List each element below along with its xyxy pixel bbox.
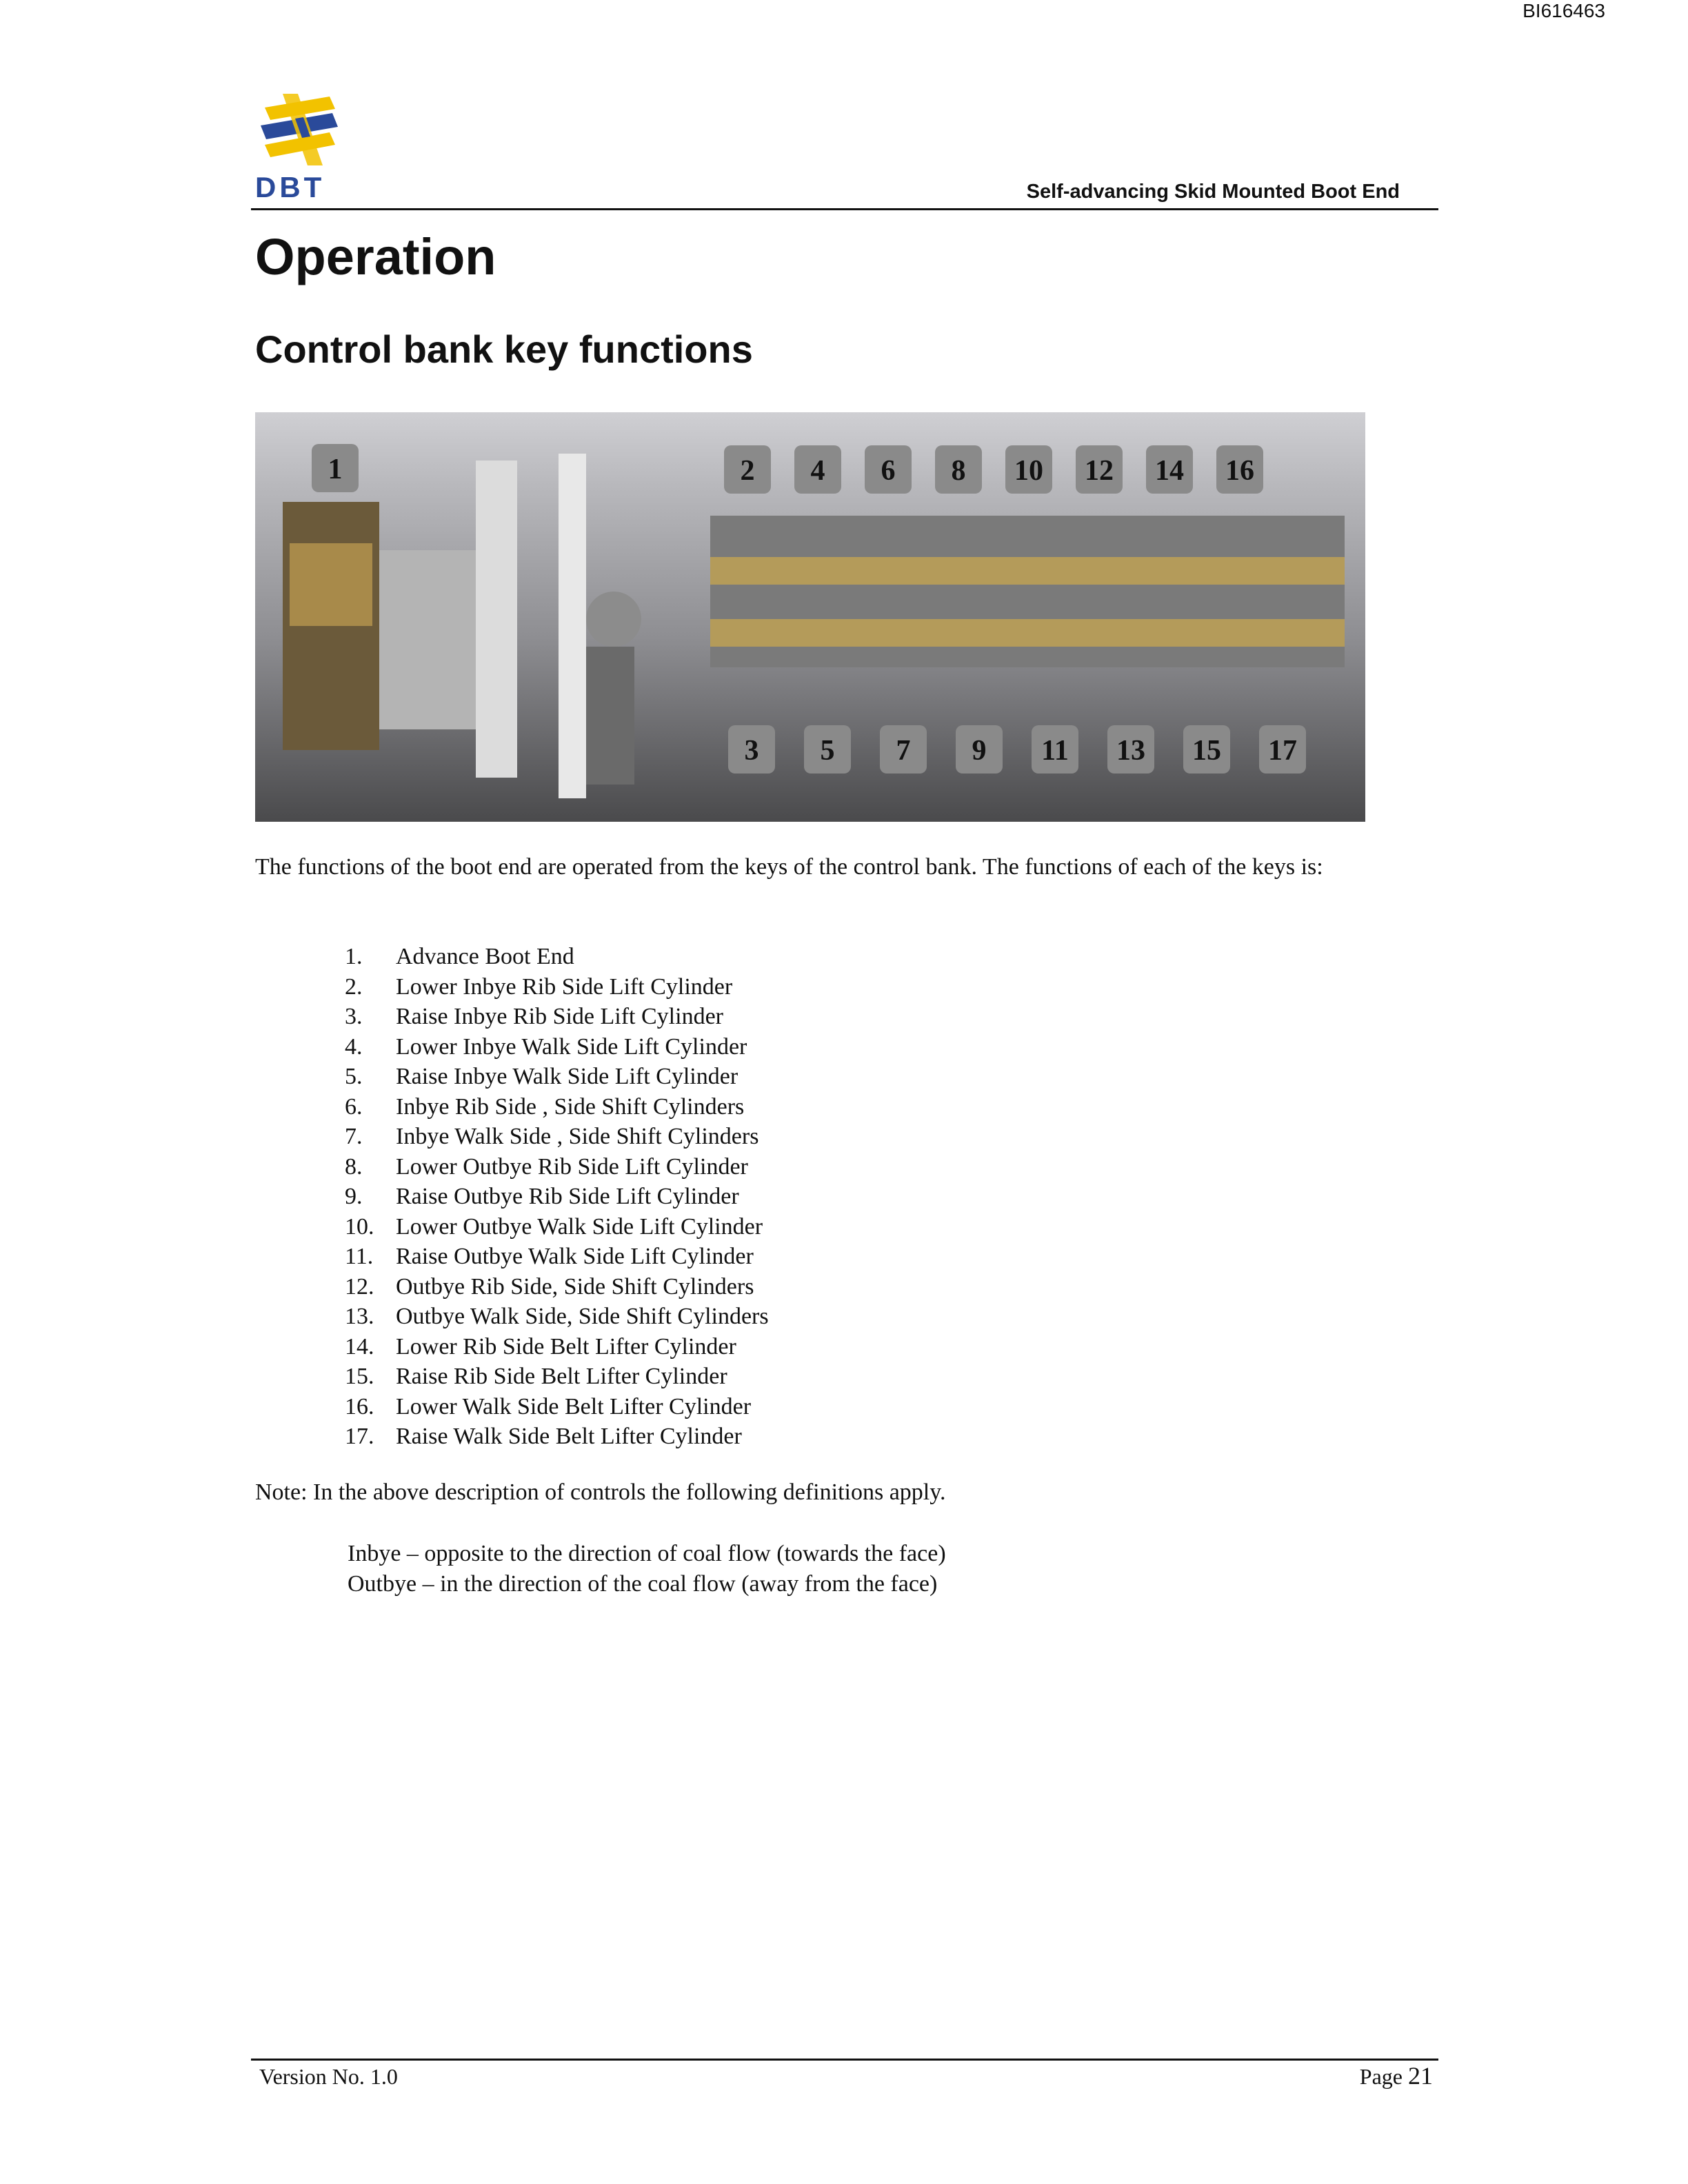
key-cap [728, 725, 775, 774]
logo-text: DBT [255, 171, 325, 203]
function-number: 4. [345, 1033, 363, 1060]
key-cap [935, 445, 982, 494]
footer-rule [251, 2059, 1438, 2061]
function-text: Raise Outbye Walk Side Lift Cylinder [396, 1244, 754, 1269]
function-text: Inbye Rib Side , Side Shift Cylinders [396, 1093, 745, 1120]
key-cap [1032, 725, 1078, 774]
function-item [345, 1362, 769, 1392]
key-cap [1183, 725, 1230, 774]
key-cap [956, 725, 1003, 774]
page-heading: Operation [255, 228, 496, 285]
definition-outbye: Outbye – in the direction of the coal flow (away from the face) [348, 1571, 938, 1597]
key-number: 4 [810, 455, 825, 487]
function-item [345, 1332, 769, 1362]
function-item [345, 942, 769, 972]
key-cap [1076, 445, 1123, 494]
function-number: 8. [345, 1153, 363, 1180]
note-text: Note: In the above description of controls the following definitions apply. [255, 1479, 946, 1505]
function-item [345, 972, 769, 1002]
function-text: Outbye Rib Side, Side Shift Cylinders [396, 1273, 754, 1300]
function-number: 1. [345, 944, 363, 969]
function-text: Raise Inbye Walk Side Lift Cylinder [396, 1064, 738, 1089]
key-function-list [345, 942, 769, 1452]
function-item [345, 1212, 769, 1242]
key-cap [1107, 725, 1154, 774]
function-text: Outbye Walk Side, Side Shift Cylinders [396, 1304, 769, 1329]
key-number: 6 [881, 455, 896, 487]
key-number: 8 [951, 455, 966, 487]
page-label: Page [1359, 2064, 1403, 2089]
function-number: 6. [345, 1093, 363, 1120]
function-number: 17. [345, 1424, 374, 1449]
key-cap [880, 725, 927, 774]
function-item [345, 1092, 769, 1122]
function-number: 7. [345, 1124, 363, 1149]
function-item [345, 1152, 769, 1182]
function-item [345, 1242, 769, 1272]
function-number: 15. [345, 1364, 374, 1389]
key-cap [1005, 445, 1052, 494]
key-number: 13 [1116, 735, 1145, 767]
function-item [345, 1062, 769, 1092]
function-number: 13. [345, 1304, 374, 1329]
key-cap [1259, 725, 1306, 774]
function-text: Lower Walk Side Belt Lifter Cylinder [396, 1393, 752, 1419]
key-cap [1146, 445, 1193, 494]
function-item [345, 1272, 769, 1302]
dbt-logo [255, 94, 345, 204]
section-heading: Control bank key functions [255, 327, 753, 371]
function-item [345, 1032, 769, 1062]
function-number: 14. [345, 1333, 374, 1359]
function-text: Advance Boot End [396, 944, 574, 969]
document-id: BI616463 [1523, 0, 1605, 21]
function-text: Lower Inbye Walk Side Lift Cylinder [396, 1033, 747, 1060]
key-number: 10 [1014, 455, 1043, 487]
function-number: 12. [345, 1273, 374, 1300]
function-number: 3. [345, 1004, 363, 1029]
function-text: Raise Inbye Rib Side Lift Cylinder [396, 1004, 723, 1029]
key-cap [865, 445, 912, 494]
key-number: 16 [1225, 455, 1254, 487]
key-number: 1 [328, 454, 343, 485]
function-item [345, 1302, 769, 1332]
definitions [348, 1539, 946, 1599]
footer-page [1310, 2061, 1433, 2090]
function-text: Lower Outbye Rib Side Lift Cylinder [396, 1153, 748, 1180]
key-number: 11 [1041, 735, 1069, 767]
key-number: 3 [744, 735, 759, 767]
key-number: 17 [1268, 735, 1297, 767]
footer-version: Version No. 1.0 [259, 2064, 398, 2089]
function-item [345, 1002, 769, 1032]
key-number: 5 [820, 735, 835, 767]
function-text: Raise Rib Side Belt Lifter Cylinder [396, 1364, 727, 1389]
key-number: 12 [1085, 455, 1114, 487]
function-text: Lower Inbye Rib Side Lift Cylinder [396, 973, 733, 1000]
key-number: 2 [740, 455, 755, 487]
function-number: 10. [345, 1213, 374, 1240]
key-cap [724, 445, 771, 494]
function-item [345, 1182, 769, 1212]
function-text: Lower Rib Side Belt Lifter Cylinder [396, 1333, 736, 1359]
key-cap [804, 725, 851, 774]
header-rule [251, 208, 1438, 210]
function-item [345, 1122, 769, 1152]
intro-paragraph: The functions of the boot end are operated from the keys of the control bank. The functions of each of the keys is: [255, 854, 1323, 880]
key-number: 9 [972, 735, 987, 767]
function-text: Raise Outbye Rib Side Lift Cylinder [396, 1184, 739, 1209]
key-cap [1216, 445, 1263, 494]
key-cap [794, 445, 841, 494]
function-text: Raise Walk Side Belt Lifter Cylinder [396, 1424, 742, 1449]
key-number: 14 [1155, 455, 1184, 487]
key-number: 7 [896, 735, 911, 767]
page-number: 21 [1408, 2062, 1433, 2090]
function-number: 5. [345, 1064, 363, 1089]
function-number: 2. [345, 973, 363, 1000]
function-number: 11. [345, 1244, 374, 1269]
function-text: Lower Outbye Walk Side Lift Cylinder [396, 1213, 763, 1240]
function-item [345, 1392, 769, 1422]
definition-inbye: Inbye – opposite to the direction of coal flow (towards the face) [348, 1541, 946, 1566]
control-bank-photo [255, 412, 1365, 822]
function-item [345, 1422, 769, 1452]
function-text: Inbye Walk Side , Side Shift Cylinders [396, 1124, 759, 1149]
header-title: Self-advancing Skid Mounted Boot End [1026, 181, 1400, 203]
dbt-logo-icon [255, 94, 345, 171]
key-number: 15 [1192, 735, 1221, 767]
function-number: 16. [345, 1393, 374, 1419]
function-number: 9. [345, 1184, 363, 1209]
key-cap [312, 444, 359, 492]
